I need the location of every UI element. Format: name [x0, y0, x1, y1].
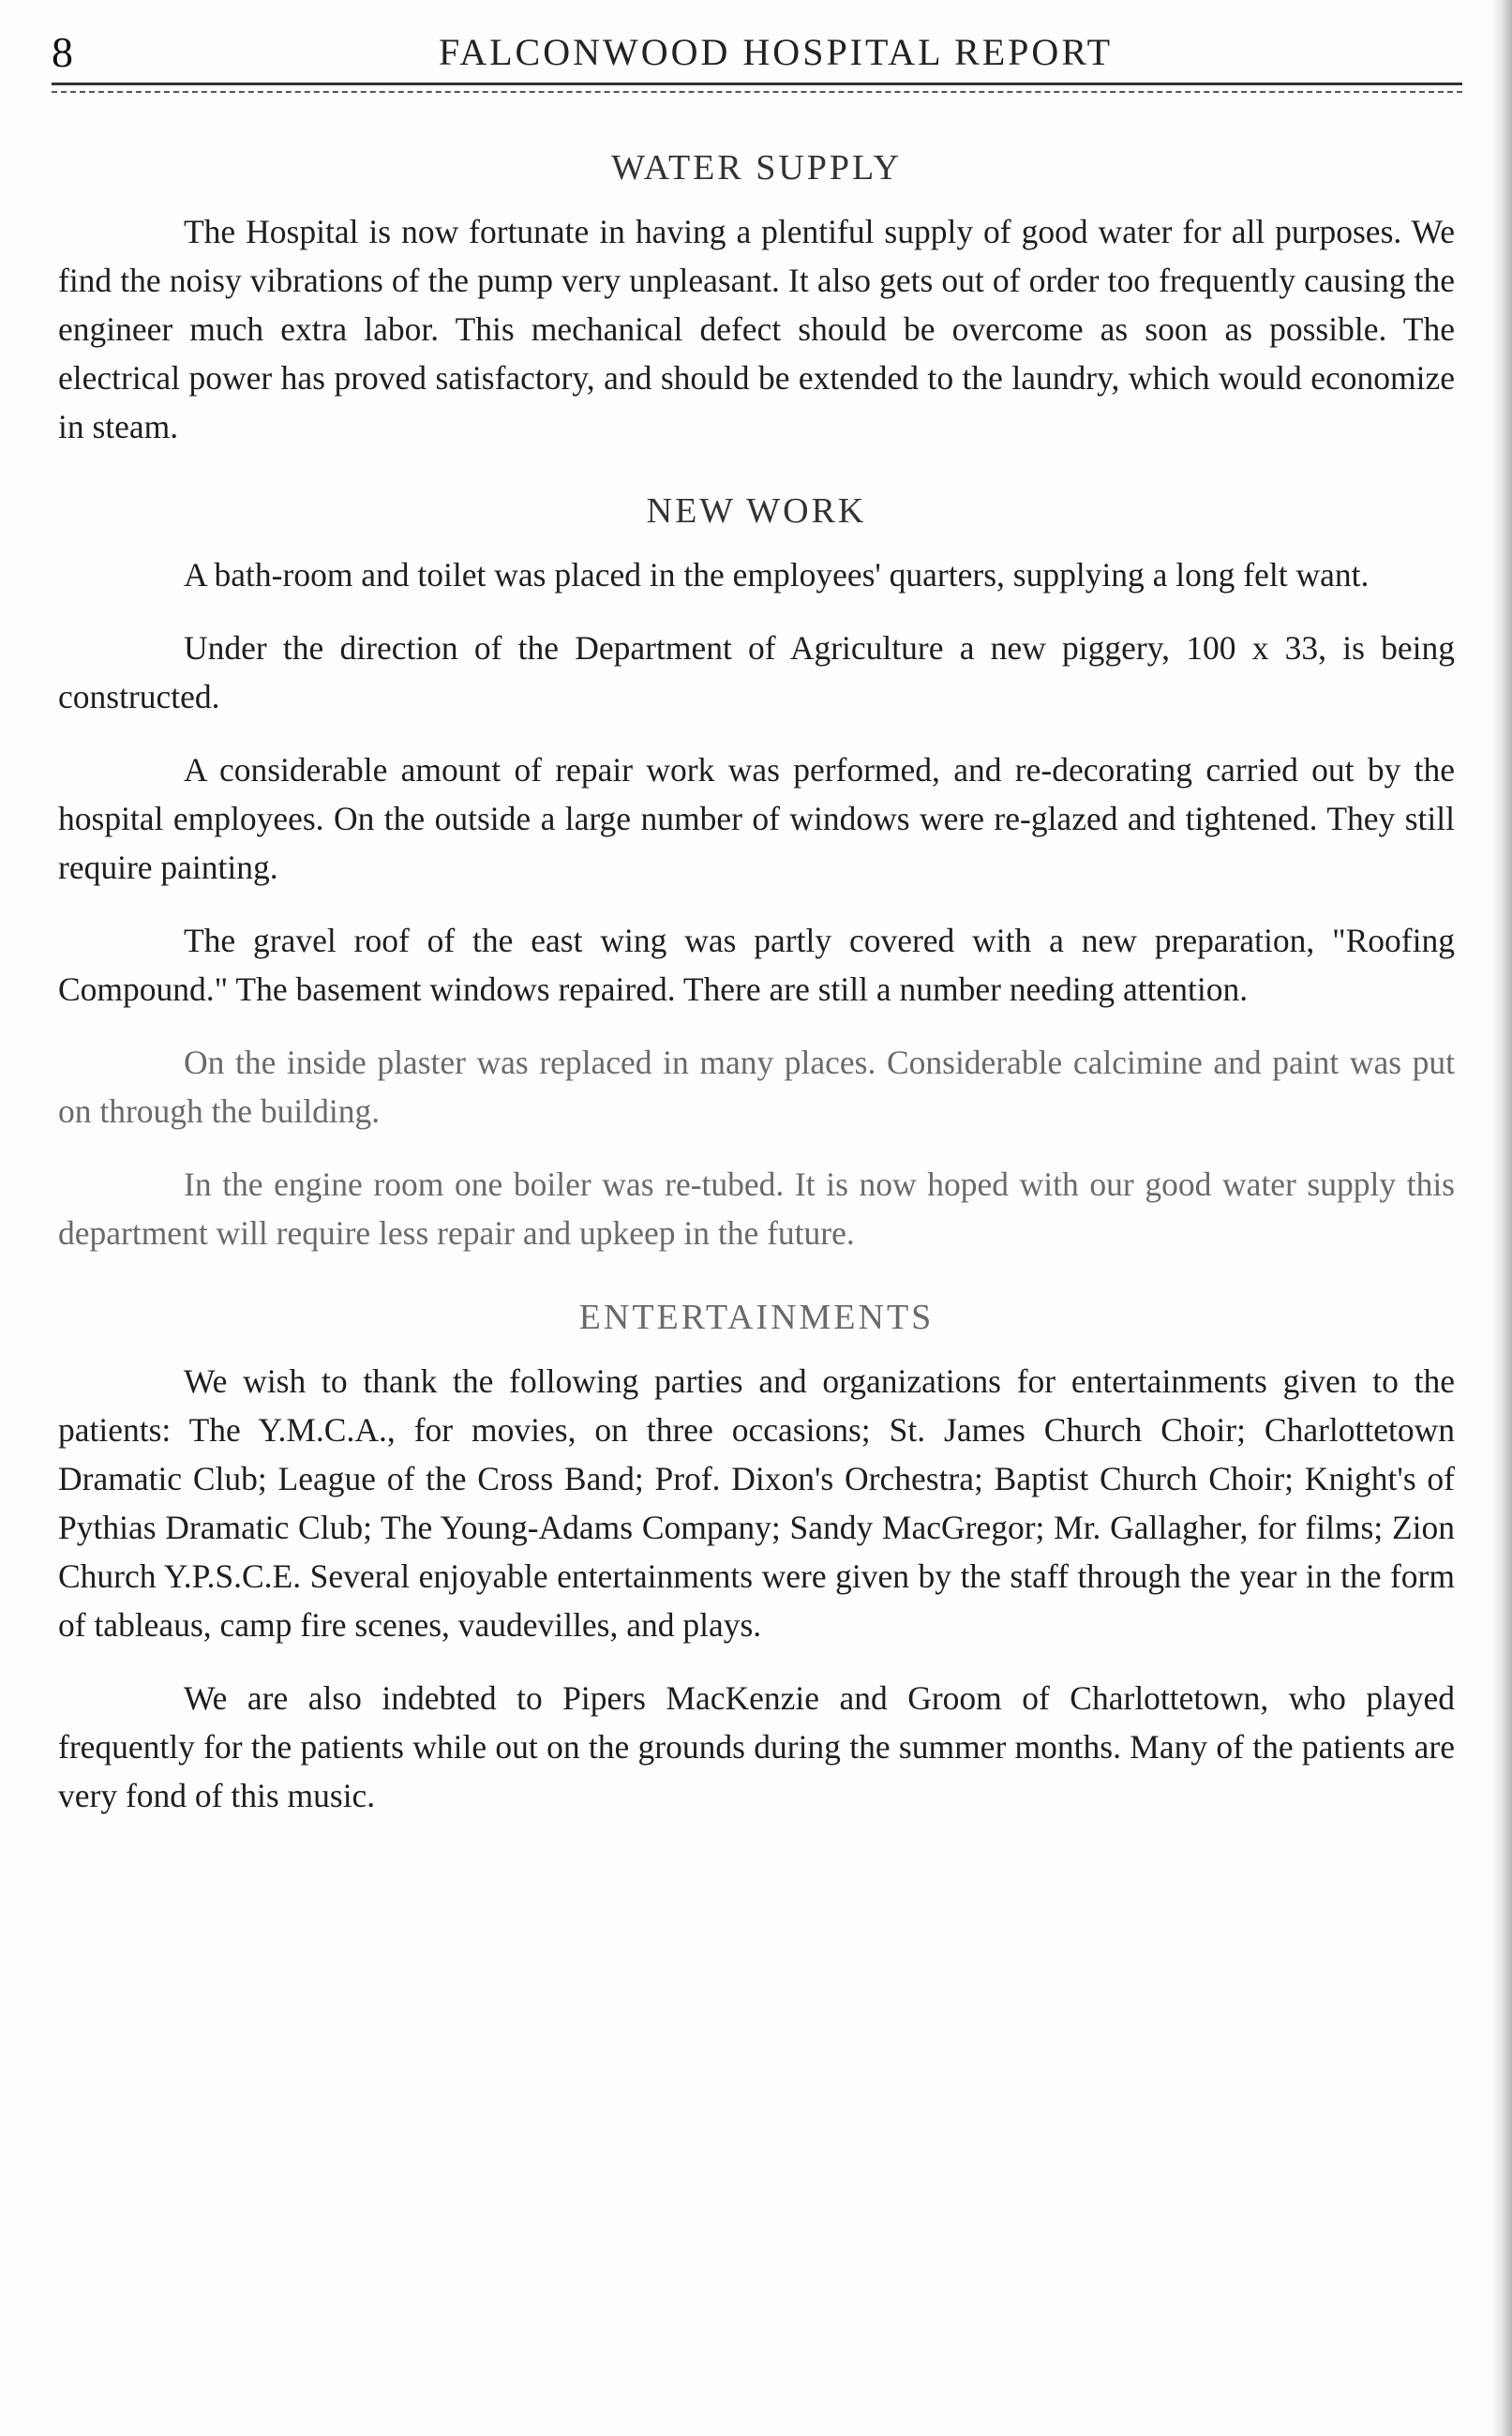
section-heading-water-supply: WATER SUPPLY — [611, 148, 902, 188]
paragraph: On the inside plaster was replaced in many places. Considerable calcimine and paint was put on through the building. — [58, 1044, 1455, 1130]
section-heading-new-work: NEW WORK — [646, 491, 867, 531]
paragraph: We wish to thank the following parties and organizations for entertainments given to the patients: The Y.M.C.A., for movies, on three occasions; St. James Church Choir; Charlottetown Dramatic Club; League of the Cross Band; Prof. Dixon's Orchestra; Baptist Church Choir; Knight's of Pythias Dramatic Club; The Young-Adams Company; Sandy MacGregor; Mr. Gallagher, for films; Zion Church Y.P.S.C.E. Several enjoyable entertainments were given by the staff through the year in the form of tableaus, camp fire scenes, vaudevilles, and plays. — [58, 1362, 1455, 1644]
paragraph: We are also indebted to Pipers MacKenzie and Groom of Charlottetown, who played frequently for the patients while out on the grounds during the summer months. Many of the patients are very fond of this music. — [58, 1679, 1455, 1814]
paragraph: In the engine room one boiler was re-tubed. It is now hoped with our good water supply this department will require less repair and upkeep in the future. — [58, 1165, 1455, 1252]
page-header — [52, 26, 1462, 78]
header-rule — [52, 83, 1462, 85]
paragraph: Under the direction of the Department of Agriculture a new piggery, 100 x 33, is being constructed. — [58, 629, 1455, 715]
running-title: FALCONWOOD HOSPITAL REPORT — [438, 31, 1114, 73]
page-body — [58, 145, 1455, 1844]
page-number: 8 — [52, 28, 73, 76]
page-edge-shadow — [1491, 0, 1512, 2436]
paragraph: The gravel roof of the east wing was partly covered with a new preparation, "Roofing Compound." The basement windows repaired. There are still a number needing attention. — [58, 922, 1455, 1008]
section-heading-entertainments: ENTERTAINMENTS — [578, 1298, 935, 1337]
paragraph: A bath-room and toilet was placed in the employees' quarters, supplying a long felt want. — [184, 556, 1370, 594]
paragraph: The Hospital is now fortunate in having a plentiful supply of good water for all purposes. We find the noisy vibrations of the pump very unpleasant. It also gets out of order too frequently causing the engineer much extra labor. This mechanical defect should be overcome as soon as possible. The electrical power has proved satisfactory, and should be extended to the laundry, which would economize in steam. — [58, 213, 1455, 445]
header-rule-dashed — [52, 91, 1462, 93]
paragraph: A considerable amount of repair work was performed, and re-decorating carried out by the hospital employees. On the outside a large number of windows were re-glazed and tightened. They still require painting. — [58, 751, 1455, 886]
